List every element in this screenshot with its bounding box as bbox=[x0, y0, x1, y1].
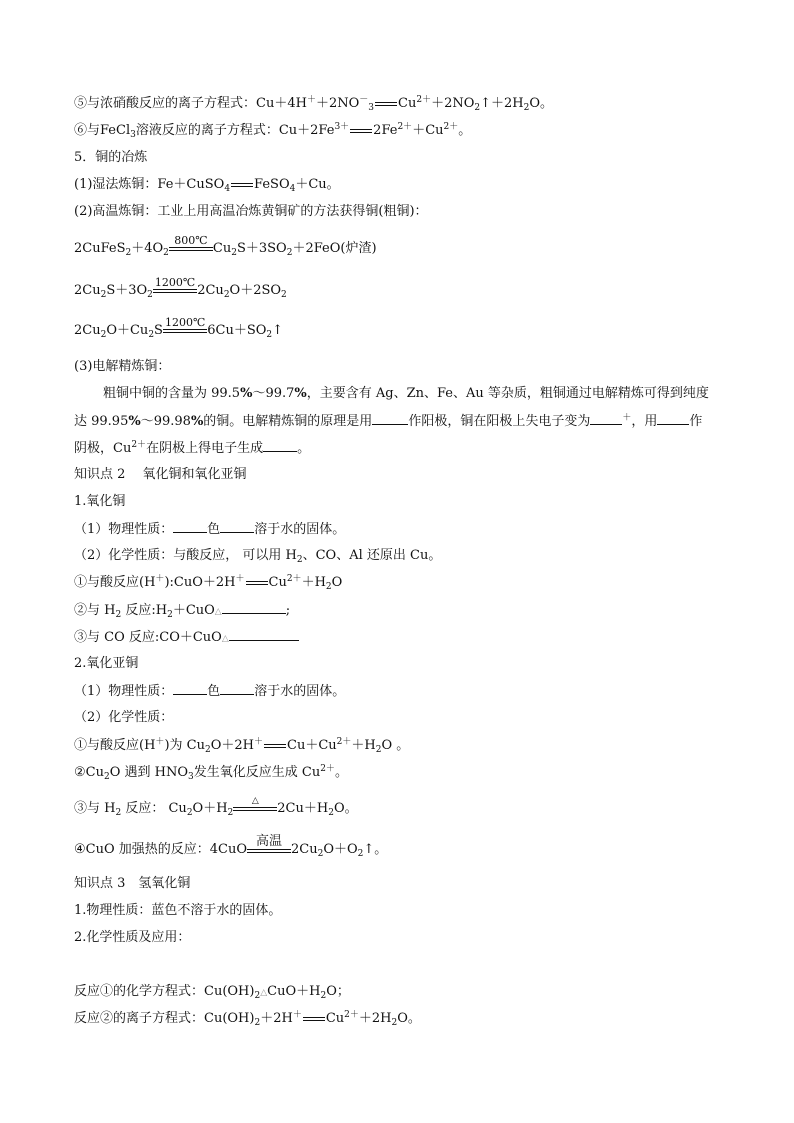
superscript: ＋ bbox=[306, 95, 316, 105]
subscript: 2 bbox=[223, 290, 230, 300]
double-line bbox=[153, 289, 197, 293]
text: 2CuFeS bbox=[74, 241, 126, 256]
condition-arrow bbox=[163, 317, 207, 333]
eq-cuo-h2 bbox=[74, 601, 290, 621]
subscript: 2 bbox=[163, 248, 169, 258]
text: 。 bbox=[297, 441, 311, 456]
condition-arrow bbox=[153, 277, 197, 293]
subscript: 2 bbox=[281, 290, 287, 300]
double-line bbox=[233, 807, 277, 811]
text: ＋H bbox=[351, 738, 376, 753]
line-conc-nitric bbox=[74, 95, 553, 113]
text: % bbox=[294, 386, 307, 401]
text: S bbox=[154, 323, 163, 338]
condition-label: 1200℃ bbox=[154, 275, 196, 289]
text: O＋Cu bbox=[106, 323, 149, 338]
text: % bbox=[240, 386, 253, 401]
text: (1)湿法炼铜：Fe＋CuSO bbox=[74, 177, 225, 192]
eq-cu2o-cu2s bbox=[74, 315, 284, 340]
condition-arrow bbox=[247, 834, 291, 853]
triangle-heat-icon: △ bbox=[251, 795, 259, 806]
text: 反应： Cu bbox=[121, 801, 187, 816]
section-heading-hydroxide: 知识点 3 氢氧化铜 bbox=[74, 876, 191, 891]
superscript: 2＋ bbox=[336, 737, 352, 747]
equals-sign bbox=[231, 183, 253, 187]
text: ↑＋2H bbox=[480, 96, 524, 111]
triangle-heat-icon: △ bbox=[260, 988, 268, 998]
superscript: ＋ bbox=[253, 737, 263, 747]
text: 反应①的化学方程式：Cu(OH) bbox=[74, 984, 255, 999]
text: 2Cu bbox=[197, 283, 224, 298]
subscript: 3 bbox=[130, 130, 136, 140]
subscript: 2 bbox=[391, 1018, 398, 1028]
text: ＋CuO bbox=[172, 603, 215, 618]
line-chemical-applications: 2.化学性质及应用： bbox=[74, 930, 191, 945]
fill-blank[interactable] bbox=[222, 601, 286, 614]
text: 反应②的离子方程式：Cu(OH) bbox=[74, 1011, 255, 1026]
superscript: 2＋ bbox=[443, 122, 459, 132]
condition-arrow bbox=[169, 235, 213, 251]
text: FeSO bbox=[254, 177, 290, 192]
section-heading-smelting: 5．铜的冶炼 bbox=[74, 150, 148, 165]
text: % bbox=[190, 414, 204, 429]
paragraph-line bbox=[103, 385, 709, 403]
text: ＋Cu。 bbox=[295, 177, 340, 192]
subscript: 3 bbox=[188, 772, 194, 782]
superscript: 2＋ bbox=[397, 122, 413, 132]
text: O。 bbox=[529, 96, 554, 111]
text: 粗铜中铜的含量为 99.5 bbox=[103, 386, 241, 401]
superscript: － bbox=[359, 95, 369, 105]
text: 溶于水的固体。 bbox=[254, 684, 346, 699]
condition-label: 1200℃ bbox=[164, 315, 206, 329]
superscript: 2＋ bbox=[131, 440, 147, 450]
superscript: ＋ bbox=[235, 574, 245, 584]
double-line bbox=[247, 849, 291, 853]
subscript: 2 bbox=[317, 849, 324, 859]
superscript: 2＋ bbox=[416, 95, 432, 105]
superscript: ＋ bbox=[155, 737, 165, 747]
text: 的铜。电解精炼铜的原理是用 bbox=[203, 414, 373, 429]
text: 、CO、Al 还原出 Cu。 bbox=[302, 548, 442, 563]
subscript: 2 bbox=[115, 808, 122, 818]
text: ②Cu bbox=[74, 765, 104, 780]
text: ①与酸反应(H bbox=[74, 738, 156, 753]
text: Cu bbox=[268, 575, 287, 590]
paragraph-line bbox=[74, 412, 702, 431]
line-chemical: （2）化学性质： bbox=[74, 710, 174, 725]
superscript: 2＋ bbox=[320, 764, 335, 774]
text: Cu bbox=[212, 241, 232, 256]
fill-blank[interactable] bbox=[220, 520, 254, 533]
subscript: 2 bbox=[296, 555, 303, 565]
text: ，主要含有 Ag、Zn、Fe、Au 等杂质，粗铜通过电解精炼可得到纯度 bbox=[306, 386, 709, 401]
text: CuO＋H bbox=[267, 984, 321, 999]
text: O＋H bbox=[192, 801, 228, 816]
text: 溶于水的固体。 bbox=[254, 522, 346, 537]
text: 反应:H bbox=[121, 603, 168, 618]
eq-chalcopyrite bbox=[74, 233, 377, 258]
text: ④CuO 加强热的反应：4CuO bbox=[74, 842, 248, 857]
text: ＋2NO bbox=[431, 96, 475, 111]
text: 6Cu＋SO bbox=[207, 323, 267, 338]
text: 阴极，Cu bbox=[74, 441, 132, 456]
subscript: 4 bbox=[224, 184, 231, 194]
subscript: 2 bbox=[148, 330, 155, 340]
text: O。 bbox=[397, 1011, 421, 1026]
superscript: 3＋ bbox=[334, 122, 350, 132]
subheading-cuo: 1.氧化铜 bbox=[74, 494, 126, 509]
text: ⑥与FeCl bbox=[74, 123, 131, 138]
text: ，用 bbox=[631, 414, 658, 429]
text: O。 bbox=[333, 801, 358, 816]
subheading-cu2o: 2.氧化亚铜 bbox=[74, 656, 139, 671]
equals-sign bbox=[375, 102, 397, 106]
text: 达 99.95 bbox=[74, 414, 129, 429]
text: ＋2NO bbox=[315, 96, 360, 111]
subscript: 2 bbox=[100, 290, 107, 300]
text: 。 bbox=[334, 765, 348, 780]
line-physical bbox=[74, 520, 345, 539]
fill-blank[interactable] bbox=[657, 412, 689, 425]
subscript: 2 bbox=[167, 610, 173, 620]
line-physical: 1.物理性质：蓝色不溶于水的固体。 bbox=[74, 903, 282, 918]
section-heading-oxides: 知识点 2 氧化铜和氧化亚铜 bbox=[74, 467, 247, 482]
subscript: 2 bbox=[375, 745, 382, 755]
double-line bbox=[169, 247, 213, 251]
superscript: 2＋ bbox=[286, 574, 302, 584]
text: 发生氧化反应生成 Cu bbox=[193, 765, 321, 780]
text: O； bbox=[326, 984, 350, 999]
subscript: 3 bbox=[368, 103, 375, 113]
condition-arrow bbox=[233, 795, 277, 811]
text: 2Cu＋H bbox=[277, 801, 329, 816]
text: ＋H bbox=[301, 575, 326, 590]
text: O 。 bbox=[381, 738, 410, 753]
text: （2）化学性质：与酸反应， 可以用 H bbox=[74, 548, 297, 563]
subscript: 2 bbox=[231, 248, 237, 258]
subscript: 2 bbox=[266, 330, 273, 340]
text: （1）物理性质： bbox=[74, 684, 174, 699]
subscript: 2 bbox=[125, 248, 132, 258]
text: O＋O bbox=[323, 842, 358, 857]
line-physical bbox=[74, 682, 345, 701]
fill-blank[interactable] bbox=[372, 412, 408, 425]
subscript: 2 bbox=[147, 290, 153, 300]
subscript: 2 bbox=[204, 745, 211, 755]
text: ②与 H bbox=[74, 603, 116, 618]
text: 在阴极上得电子生成 bbox=[146, 441, 264, 456]
text: （1）物理性质： bbox=[74, 522, 174, 537]
text: ＋2H bbox=[260, 1011, 293, 1026]
text: 2Cu bbox=[74, 323, 101, 338]
eq-cuo-co bbox=[74, 628, 299, 648]
subscript: 2 bbox=[523, 103, 530, 113]
text: 。 bbox=[458, 123, 472, 138]
line-cu2o-hno3 bbox=[74, 764, 348, 782]
triangle-heat-icon: △ bbox=[221, 634, 229, 644]
eq-cu2o-acid bbox=[74, 737, 409, 755]
subscript: 2 bbox=[254, 991, 261, 1001]
eq-reaction-1 bbox=[74, 983, 350, 1002]
text: ～99.7 bbox=[252, 386, 295, 401]
superscript: 2＋ bbox=[344, 1010, 359, 1020]
eq-cu2o-h2 bbox=[74, 795, 358, 818]
text: O＋2SO bbox=[229, 283, 282, 298]
line-fecl3 bbox=[74, 122, 471, 140]
fill-blank[interactable] bbox=[229, 628, 299, 641]
subscript: 2 bbox=[320, 991, 327, 1001]
eq-cu2s-oxidation bbox=[74, 275, 287, 300]
text: ＋4O bbox=[131, 241, 164, 256]
fill-blank[interactable] bbox=[173, 520, 207, 533]
text: 色 bbox=[207, 522, 221, 537]
subscript: 4 bbox=[289, 184, 296, 194]
double-line bbox=[163, 329, 207, 333]
text: Cu bbox=[398, 96, 417, 111]
text: % bbox=[128, 414, 141, 429]
subscript: 2 bbox=[100, 330, 107, 340]
text: ↑ bbox=[272, 323, 284, 338]
line-wet-method bbox=[74, 176, 340, 194]
subscript: 2 bbox=[325, 582, 332, 592]
eq-cuo-strong-heat bbox=[74, 834, 388, 859]
text: ③与 CO 反应:CO＋CuO bbox=[74, 630, 222, 645]
subscript: 2 bbox=[186, 808, 193, 818]
eq-cuo-acid bbox=[74, 574, 342, 592]
text: S＋3O bbox=[106, 283, 148, 298]
text: S＋3SO bbox=[236, 241, 287, 256]
text: ①与酸反应(H bbox=[74, 575, 156, 590]
line-chemical bbox=[74, 547, 441, 565]
subscript: 2 bbox=[357, 849, 364, 859]
triangle-heat-icon: △ bbox=[214, 607, 222, 617]
superscript: ＋ bbox=[292, 1010, 302, 1020]
subscript: 2 bbox=[286, 248, 293, 258]
paragraph-line bbox=[74, 439, 310, 458]
text: Cu＋Cu bbox=[287, 738, 337, 753]
text: ～99.98 bbox=[140, 414, 191, 429]
subscript: 2 bbox=[328, 808, 334, 818]
equals-sign bbox=[246, 581, 268, 585]
text: 2Fe bbox=[373, 123, 398, 138]
subscript: 2 bbox=[115, 610, 122, 620]
fill-blank[interactable] bbox=[263, 439, 297, 452]
condition-label: 高温 bbox=[256, 834, 283, 849]
subscript: 2 bbox=[227, 808, 234, 818]
text: O 遇到 HNO bbox=[109, 765, 189, 780]
equals-sign bbox=[264, 744, 286, 748]
subscript: 2 bbox=[103, 772, 110, 782]
line-high-temp: (2)高温炼铜：工业上用高温冶炼黄铜矿的方法获得铜(粗铜)： bbox=[74, 204, 428, 219]
text: 2Cu bbox=[74, 283, 101, 298]
text: ↑。 bbox=[363, 842, 388, 857]
text: ＋2FeO(炉渣) bbox=[292, 241, 377, 256]
fill-blank[interactable] bbox=[220, 682, 254, 695]
line-electrolytic: (3)电解精炼铜： bbox=[74, 359, 171, 374]
superscript: ＋ bbox=[622, 413, 632, 423]
text: ⑤与浓硝酸反应的离子方程式：Cu＋4H bbox=[74, 96, 307, 111]
text: Cu bbox=[325, 1011, 345, 1026]
text: 溶液反应的离子方程式：Cu＋2Fe bbox=[135, 123, 335, 138]
text: 2Cu bbox=[291, 842, 318, 857]
text: 色 bbox=[207, 684, 221, 699]
superscript: ＋ bbox=[155, 574, 165, 584]
fill-blank[interactable] bbox=[173, 682, 207, 695]
text: O＋2H bbox=[210, 738, 254, 753]
eq-reaction-2 bbox=[74, 1010, 421, 1028]
text: )为 Cu bbox=[164, 738, 205, 753]
text: 作 bbox=[689, 414, 703, 429]
equals-sign bbox=[303, 1017, 325, 1021]
equals-sign bbox=[350, 129, 372, 133]
text: 作阳极，铜在阳极上失电子变为 bbox=[408, 414, 591, 429]
text: O bbox=[331, 575, 343, 590]
text: ):CuO＋2H bbox=[164, 575, 236, 590]
fill-blank[interactable] bbox=[590, 412, 622, 425]
text: ③与 H bbox=[74, 801, 116, 816]
text: ; bbox=[285, 603, 291, 618]
condition-label: 800℃ bbox=[174, 233, 208, 247]
text: ＋2H bbox=[358, 1011, 392, 1026]
text: ＋Cu bbox=[412, 123, 444, 138]
subscript: 2 bbox=[254, 1018, 261, 1028]
subscript: 2 bbox=[474, 103, 481, 113]
